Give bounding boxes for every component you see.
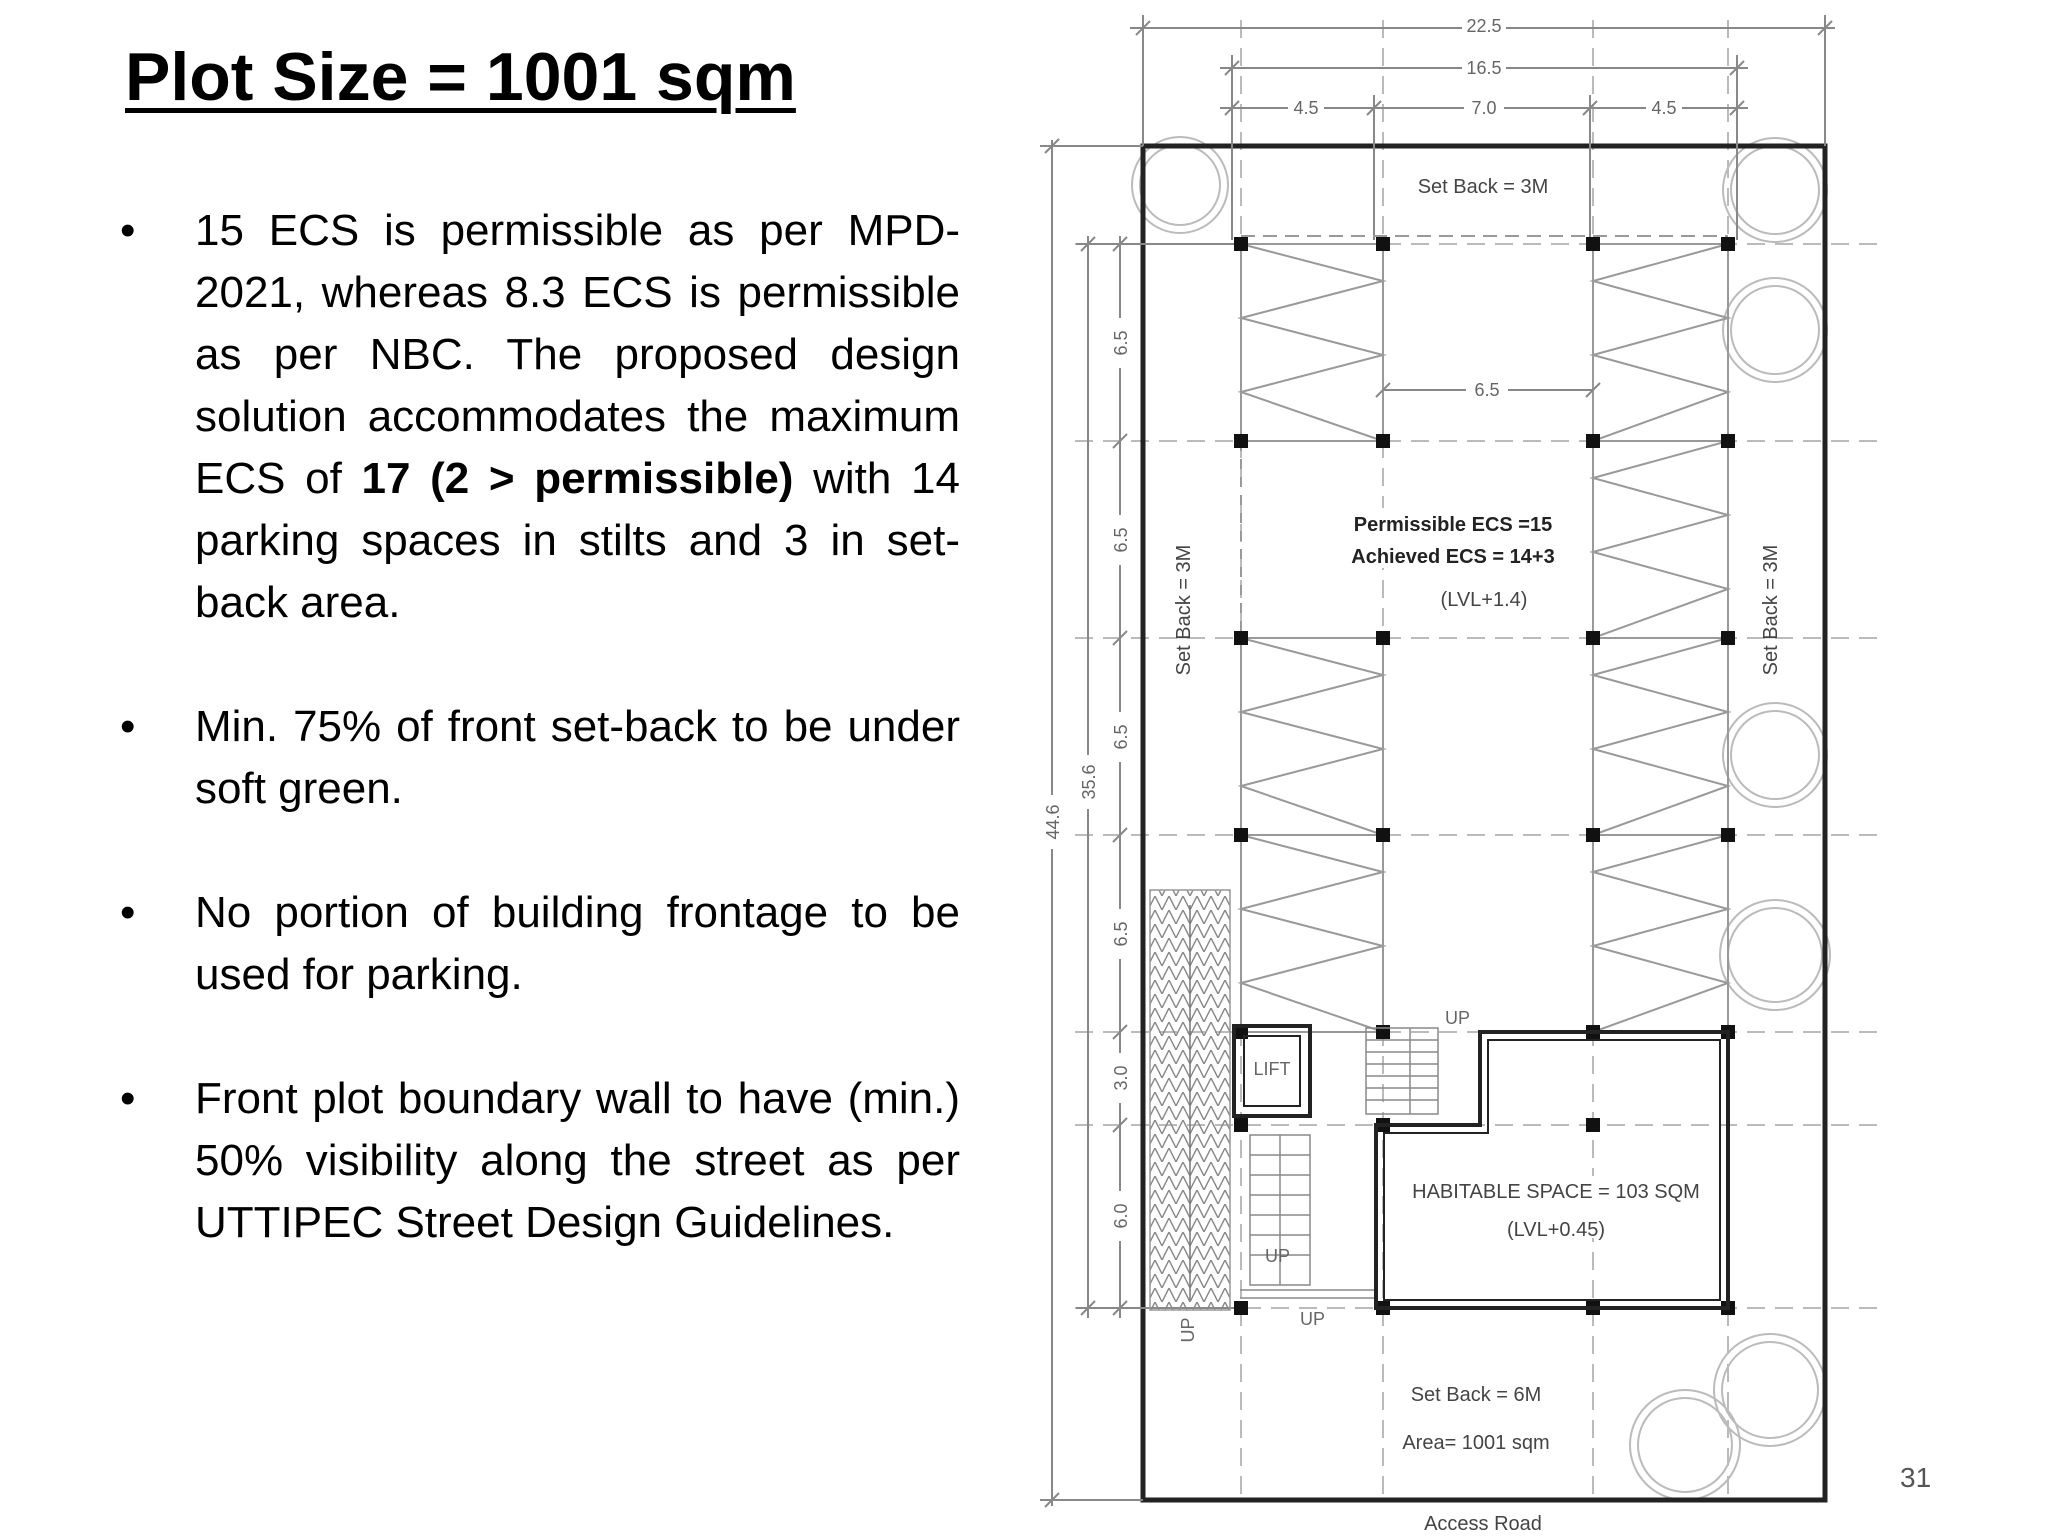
bullet-dot: • bbox=[120, 1074, 136, 1123]
dim-total-depth: 44.6 bbox=[1043, 804, 1063, 840]
bullet-text bbox=[195, 888, 960, 999]
parking-bays-left bbox=[1241, 244, 1383, 1032]
bullet-item bbox=[120, 1068, 960, 1254]
bullet-item bbox=[120, 200, 960, 634]
bullet-text-part: 15 ECS is permissible as per MPD-2021, whereas 8.3 ECS is permissible as per NBC. The proposed design solution accommodates the maximum ECS of bbox=[195, 206, 960, 503]
front-setback-label: Set Back = 6M bbox=[1410, 1384, 1542, 1406]
left-setback-label: Set Back = 3M bbox=[1173, 544, 1195, 676]
dim-bay-5: 3.0 bbox=[1111, 1065, 1131, 1091]
dim-drive-aisle: 6.5 bbox=[1474, 380, 1500, 400]
habitable-level-label: (LVL+0.45) bbox=[1506, 1219, 1606, 1241]
right-setback-label: Set Back = 3M bbox=[1760, 544, 1782, 676]
plot-area-label: Area= 1001 sqm bbox=[1402, 1432, 1550, 1454]
bullet-bold-text: 17 (2 > permissible) bbox=[361, 454, 794, 503]
bullet-dot: • bbox=[120, 888, 136, 937]
dim-bay-6: 6.0 bbox=[1111, 1203, 1131, 1229]
dim-built-depth: 35.6 bbox=[1079, 764, 1099, 800]
dim-bay-2: 6.5 bbox=[1111, 527, 1131, 553]
bullet-item bbox=[120, 696, 960, 820]
habitable-space-label: HABITABLE SPACE = 103 SQM bbox=[1412, 1181, 1700, 1203]
rear-setback-label: Set Back = 3M bbox=[1417, 176, 1549, 198]
dim-overall-width: 22.5 bbox=[1466, 16, 1502, 36]
page-number: 31 bbox=[1900, 1462, 1932, 1493]
bullet-dot: • bbox=[120, 206, 136, 255]
stair-up-label-2: UP bbox=[1265, 1246, 1291, 1266]
dim-bay-4: 6.5 bbox=[1111, 921, 1131, 947]
ramp-up-label: UP bbox=[1178, 1317, 1198, 1343]
bullet-item bbox=[120, 882, 960, 1006]
bullet-text-part: Min. 75% of front set-back to be under soft green. bbox=[195, 702, 960, 813]
dim-right-bay: 4.5 bbox=[1651, 98, 1677, 118]
tree-symbols bbox=[1132, 137, 1830, 1500]
bullet-text-part: with 14 parking spaces in stilts and 3 in set-back area. bbox=[195, 454, 960, 627]
plot-boundary bbox=[1143, 146, 1825, 1500]
bullet-dot: • bbox=[120, 702, 136, 751]
bullet-text-part: Front plot boundary wall to have (min.) 50% visibility along the street as per UTTIPEC Street Design Guidelines. bbox=[195, 1074, 960, 1247]
habitable-space-outline bbox=[1376, 1032, 1728, 1308]
dim-middle-bay: 7.0 bbox=[1471, 98, 1497, 118]
access-road-label: Access Road bbox=[1424, 1513, 1542, 1535]
dim-left-bay: 4.5 bbox=[1293, 98, 1319, 118]
floor-plan-drawing bbox=[1000, 0, 2048, 1536]
lift-label: LIFT bbox=[1253, 1059, 1291, 1079]
stair-up-label: UP bbox=[1445, 1008, 1471, 1028]
slide-title: Plot Size = 1001 sqm bbox=[125, 39, 796, 115]
bullet-text-part: No portion of building frontage to be used for parking. bbox=[195, 888, 960, 999]
achieved-ecs-label: Achieved ECS = 14+3 bbox=[1351, 546, 1555, 568]
dim-bay-1: 6.5 bbox=[1111, 330, 1131, 356]
parking-bays-right bbox=[1593, 244, 1728, 1032]
dim-inner-width: 16.5 bbox=[1466, 58, 1502, 78]
permissible-ecs-label: Permissible ECS =15 bbox=[1353, 514, 1553, 536]
top-dimensions bbox=[1130, 15, 1835, 240]
bullet-text bbox=[195, 206, 960, 627]
parking-level-label: (LVL+1.4) bbox=[1440, 589, 1528, 611]
bullet-text bbox=[195, 1074, 960, 1247]
bullet-list bbox=[120, 200, 960, 1316]
dim-bay-3: 6.5 bbox=[1111, 724, 1131, 750]
bullet-text bbox=[195, 702, 960, 813]
entry-up-label: UP bbox=[1300, 1309, 1326, 1329]
